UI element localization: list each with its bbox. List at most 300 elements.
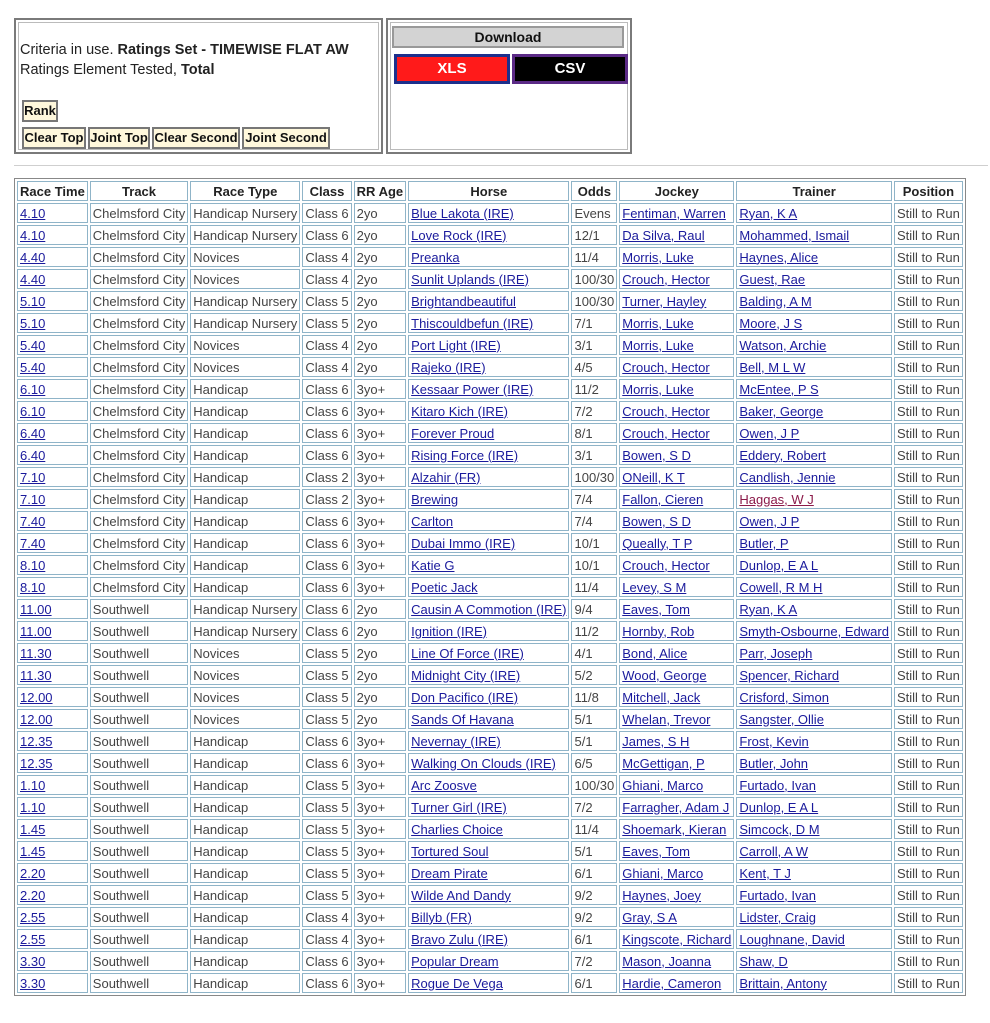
trainer-link[interactable]: Haynes, Alice <box>739 249 819 265</box>
race-time-link[interactable]: 2.55 <box>20 909 46 925</box>
cell-odds: 12/1 <box>571 225 617 245</box>
cell-horse <box>408 555 569 575</box>
trainer-link[interactable]: Guest, Rae <box>739 271 806 287</box>
trainer-link[interactable]: Baker, George <box>739 403 824 419</box>
horse-link[interactable]: Causin A Commotion (IRE) <box>411 601 567 617</box>
cell-odds: 3/1 <box>571 335 617 355</box>
trainer-link[interactable]: Owen, J P <box>739 425 800 441</box>
horse-link[interactable]: Love Rock (IRE) <box>411 227 507 243</box>
trainer-link[interactable]: McEntee, P S <box>739 381 819 397</box>
horse-link[interactable]: Kitaro Kich (IRE) <box>411 403 508 419</box>
cell-class: Class 5 <box>302 709 351 729</box>
race-time-link[interactable]: 3.30 <box>20 953 46 969</box>
jockey-link[interactable]: Fentiman, Warren <box>622 205 726 221</box>
trainer-link[interactable]: Kent, T J <box>739 865 791 881</box>
cell-rr-age: 3yo+ <box>354 753 406 773</box>
race-time-link[interactable]: 4.40 <box>20 271 46 287</box>
cell-race-type: Handicap Nursery <box>190 621 300 641</box>
cell-track: Southwell <box>90 665 188 685</box>
cell-horse <box>408 797 569 817</box>
clear-second-button[interactable]: Clear Second <box>152 127 240 149</box>
cell-track: Chelmsford City <box>90 247 188 267</box>
trainer-link[interactable]: Smyth-Osbourne, Edward <box>739 623 889 639</box>
jockey-link[interactable]: James, S H <box>622 733 690 749</box>
horse-link[interactable]: Midnight City (IRE) <box>411 667 521 683</box>
race-time-link[interactable]: 7.40 <box>20 535 46 551</box>
race-time-link[interactable]: 7.10 <box>20 469 46 485</box>
cell-odds: 9/2 <box>571 885 617 905</box>
race-time-link[interactable]: 1.45 <box>20 843 46 859</box>
cell-race-time <box>17 401 88 421</box>
cell-horse <box>408 709 569 729</box>
horse-link[interactable]: Billyb (FR) <box>411 909 472 925</box>
race-time-link[interactable]: 8.10 <box>20 579 46 595</box>
cell-rr-age: 3yo+ <box>354 929 406 949</box>
cell-odds: 11/4 <box>571 577 617 597</box>
cell-trainer <box>736 555 892 575</box>
cell-position: Still to Run <box>894 225 963 245</box>
jockey-link[interactable]: Morris, Luke <box>622 381 694 397</box>
cell-position: Still to Run <box>894 555 963 575</box>
trainer-link[interactable]: Owen, J P <box>739 513 800 529</box>
cell-race-type: Handicap <box>190 885 300 905</box>
cell-position: Still to Run <box>894 819 963 839</box>
race-time-link[interactable]: 12.35 <box>20 755 53 771</box>
jockey-link[interactable]: Crouch, Hector <box>622 557 710 573</box>
race-time-link[interactable]: 2.55 <box>20 931 46 947</box>
cell-race-type: Novices <box>190 687 300 707</box>
cell-track: Chelmsford City <box>90 533 188 553</box>
cell-rr-age: 3yo+ <box>354 951 406 971</box>
horse-link[interactable]: Kessaar Power (IRE) <box>411 381 534 397</box>
table-row <box>17 929 963 949</box>
cell-position: Still to Run <box>894 291 963 311</box>
trainer-link[interactable]: Dunlop, E A L <box>739 799 819 815</box>
cell-class: Class 5 <box>302 687 351 707</box>
cell-race-time <box>17 423 88 443</box>
horse-link[interactable]: Port Light (IRE) <box>411 337 501 353</box>
cell-track: Chelmsford City <box>90 335 188 355</box>
race-time-link[interactable]: 5.40 <box>20 337 46 353</box>
download-csv-button[interactable]: CSV <box>512 54 628 84</box>
rank-button[interactable]: Rank <box>22 100 58 122</box>
cell-position: Still to Run <box>894 203 963 223</box>
cell-race-time <box>17 929 88 949</box>
horse-link[interactable]: Rising Force (IRE) <box>411 447 519 463</box>
jockey-link[interactable]: Hornby, Rob <box>622 623 695 639</box>
horse-link[interactable]: Ignition (IRE) <box>411 623 488 639</box>
cell-race-type: Handicap <box>190 445 300 465</box>
cell-class: Class 6 <box>302 577 351 597</box>
trainer-link[interactable]: Mohammed, Ismail <box>739 227 850 243</box>
cell-rr-age: 3yo+ <box>354 731 406 751</box>
trainer-link[interactable]: Butler, John <box>739 755 809 771</box>
cell-track: Chelmsford City <box>90 357 188 377</box>
cell-position: Still to Run <box>894 335 963 355</box>
table-row <box>17 731 963 751</box>
jockey-link[interactable]: Eaves, Tom <box>622 601 690 617</box>
cell-class: Class 6 <box>302 379 351 399</box>
jockey-link[interactable]: Ghiani, Marco <box>622 777 704 793</box>
trainer-link[interactable]: Spencer, Richard <box>739 667 840 683</box>
race-time-link[interactable]: 5.40 <box>20 359 46 375</box>
race-time-link[interactable]: 6.10 <box>20 381 46 397</box>
cell-race-type: Novices <box>190 269 300 289</box>
trainer-link[interactable]: Dunlop, E A L <box>739 557 819 573</box>
horse-link[interactable]: Sands Of Havana <box>411 711 514 727</box>
cell-rr-age: 3yo+ <box>354 489 406 509</box>
download-title: Download <box>392 26 624 48</box>
cell-jockey <box>619 247 734 267</box>
race-time-link[interactable]: 1.10 <box>20 799 46 815</box>
trainer-link[interactable]: Lidster, Craig <box>739 909 816 925</box>
cell-class: Class 4 <box>302 929 351 949</box>
results-table <box>14 178 966 996</box>
cell-position: Still to Run <box>894 907 963 927</box>
cell-trainer <box>736 467 892 487</box>
trainer-link[interactable]: Ryan, K A <box>739 205 798 221</box>
table-row <box>17 445 963 465</box>
cell-class: Class 5 <box>302 313 351 333</box>
jockey-link[interactable]: Queally, T P <box>622 535 693 551</box>
cell-rr-age: 3yo+ <box>354 819 406 839</box>
cell-horse <box>408 379 569 399</box>
horse-link[interactable]: Blue Lakota (IRE) <box>411 205 514 221</box>
cell-jockey <box>619 885 734 905</box>
trainer-link[interactable]: Eddery, Robert <box>739 447 826 463</box>
horse-link[interactable]: Rogue De Vega <box>411 975 503 991</box>
joint-top-button[interactable]: Joint Top <box>88 127 150 149</box>
race-time-link[interactable]: 12.35 <box>20 733 53 749</box>
jockey-link[interactable]: Fallon, Cieren <box>622 491 704 507</box>
cell-track: Chelmsford City <box>90 313 188 333</box>
cell-jockey <box>619 269 734 289</box>
jockey-link[interactable]: Haynes, Joey <box>622 887 702 903</box>
horse-link[interactable]: Carlton <box>411 513 454 529</box>
table-row <box>17 357 963 377</box>
cell-race-time <box>17 731 88 751</box>
race-time-link[interactable]: 2.20 <box>20 865 46 881</box>
cell-jockey <box>619 907 734 927</box>
horse-link[interactable]: Rajeko (IRE) <box>411 359 486 375</box>
trainer-link[interactable]: Ryan, K A <box>739 601 798 617</box>
race-time-link[interactable]: 12.00 <box>20 711 53 727</box>
race-time-link[interactable]: 7.40 <box>20 513 46 529</box>
cell-class: Class 4 <box>302 907 351 927</box>
cell-horse <box>408 225 569 245</box>
cell-rr-age: 3yo+ <box>354 445 406 465</box>
cell-position: Still to Run <box>894 973 963 993</box>
jockey-link[interactable]: Da Silva, Raul <box>622 227 705 243</box>
horse-link[interactable]: Line Of Force (IRE) <box>411 645 524 661</box>
trainer-link[interactable]: Butler, P <box>739 535 789 551</box>
table-row <box>17 555 963 575</box>
race-time-link[interactable]: 6.40 <box>20 425 46 441</box>
cell-jockey <box>619 511 734 531</box>
cell-odds: 7/1 <box>571 313 617 333</box>
cell-class: Class 6 <box>302 445 351 465</box>
table-row <box>17 797 963 817</box>
cell-race-time <box>17 225 88 245</box>
cell-odds: 3/1 <box>571 445 617 465</box>
jockey-link[interactable]: ONeill, K T <box>622 469 685 485</box>
jockey-link[interactable]: Crouch, Hector <box>622 425 710 441</box>
cell-track: Southwell <box>90 753 188 773</box>
trainer-link[interactable]: Crisford, Simon <box>739 689 829 705</box>
cell-race-type: Handicap Nursery <box>190 291 300 311</box>
horse-link[interactable]: Alzahir (FR) <box>411 469 481 485</box>
cell-trainer <box>736 885 892 905</box>
cell-trainer <box>736 357 892 377</box>
cell-rr-age: 2yo <box>354 203 406 223</box>
cell-odds: 7/2 <box>571 401 617 421</box>
cell-horse <box>408 445 569 465</box>
horse-link[interactable]: Dream Pirate <box>411 865 488 881</box>
race-time-link[interactable]: 1.10 <box>20 777 46 793</box>
cell-position: Still to Run <box>894 423 963 443</box>
jockey-link[interactable]: Wood, George <box>622 667 707 683</box>
race-time-link[interactable]: 4.40 <box>20 249 46 265</box>
cell-race-type: Handicap <box>190 753 300 773</box>
cell-jockey <box>619 401 734 421</box>
table-row <box>17 511 963 531</box>
race-time-link[interactable]: 6.10 <box>20 403 46 419</box>
jockey-link[interactable]: Bowen, S D <box>622 513 691 529</box>
jockey-link[interactable]: Whelan, Trevor <box>622 711 711 727</box>
cell-track: Chelmsford City <box>90 555 188 575</box>
horse-link[interactable]: Preanka <box>411 249 460 265</box>
horse-link[interactable]: Poetic Jack <box>411 579 478 595</box>
trainer-link[interactable]: Loughnane, David <box>739 931 845 947</box>
cell-trainer <box>736 841 892 861</box>
cell-trainer <box>736 533 892 553</box>
horse-link[interactable]: Katie G <box>411 557 455 573</box>
race-time-link[interactable]: 11.30 <box>20 645 52 661</box>
cell-odds: 11/4 <box>571 819 617 839</box>
jockey-link[interactable]: Levey, S M <box>622 579 687 595</box>
trainer-link[interactable]: Sangster, Ollie <box>739 711 824 727</box>
cell-race-type: Handicap <box>190 951 300 971</box>
cell-trainer <box>736 511 892 531</box>
race-time-link[interactable]: 7.10 <box>20 491 46 507</box>
cell-jockey <box>619 599 734 619</box>
cell-horse <box>408 841 569 861</box>
trainer-link[interactable]: Shaw, D <box>739 953 788 969</box>
cell-position: Still to Run <box>894 533 963 553</box>
race-time-link[interactable]: 5.10 <box>20 293 46 309</box>
jockey-link[interactable]: Kingscote, Richard <box>622 931 732 947</box>
trainer-link[interactable]: Parr, Joseph <box>739 645 813 661</box>
cell-race-time <box>17 687 88 707</box>
cell-jockey <box>619 753 734 773</box>
horse-link[interactable]: Charlies Choice <box>411 821 503 837</box>
trainer-link[interactable]: Bell, M L W <box>739 359 806 375</box>
cell-race-type: Handicap <box>190 423 300 443</box>
cell-rr-age: 3yo+ <box>354 907 406 927</box>
horse-link[interactable]: Sunlit Uplands (IRE) <box>411 271 529 287</box>
horse-link[interactable]: Turner Girl (IRE) <box>411 799 507 815</box>
trainer-link[interactable]: Furtado, Ivan <box>739 887 816 903</box>
cell-track: Southwell <box>90 643 188 663</box>
cell-race-time <box>17 555 88 575</box>
cell-race-time <box>17 357 88 377</box>
cell-rr-age: 3yo+ <box>354 555 406 575</box>
horse-link[interactable]: Bravo Zulu (IRE) <box>411 931 508 947</box>
cell-race-time <box>17 269 88 289</box>
jockey-link[interactable]: Morris, Luke <box>622 315 694 331</box>
cell-jockey <box>619 687 734 707</box>
horse-link[interactable]: Tortured Soul <box>411 843 489 859</box>
table-row <box>17 335 963 355</box>
cell-horse <box>408 335 569 355</box>
cell-jockey <box>619 643 734 663</box>
cell-odds: 7/4 <box>571 489 617 509</box>
race-time-link[interactable]: 11.00 <box>20 601 52 617</box>
cell-class: Class 5 <box>302 665 351 685</box>
jockey-link[interactable]: Turner, Hayley <box>622 293 707 309</box>
horse-link[interactable]: Thiscouldbefun (IRE) <box>411 315 534 331</box>
cell-track: Chelmsford City <box>90 489 188 509</box>
jockey-link[interactable]: Farragher, Adam J <box>622 799 730 815</box>
cell-jockey <box>619 357 734 377</box>
horse-link[interactable]: Forever Proud <box>411 425 495 441</box>
horse-link[interactable]: Dubai Immo (IRE) <box>411 535 516 551</box>
cell-rr-age: 3yo+ <box>354 401 406 421</box>
cell-horse <box>408 533 569 553</box>
trainer-link[interactable]: Simcock, D M <box>739 821 820 837</box>
horse-link[interactable]: Brightandbeautiful <box>411 293 516 309</box>
table-row <box>17 467 963 487</box>
cell-jockey <box>619 577 734 597</box>
cell-jockey <box>619 731 734 751</box>
trainer-link[interactable]: Balding, A M <box>739 293 812 309</box>
jockey-link[interactable]: Crouch, Hector <box>622 271 710 287</box>
cell-odds: 5/1 <box>571 841 617 861</box>
jockey-link[interactable]: Morris, Luke <box>622 337 694 353</box>
horse-link[interactable]: Popular Dream <box>411 953 499 969</box>
cell-trainer <box>736 379 892 399</box>
cell-class: Class 4 <box>302 269 351 289</box>
cell-odds: 8/1 <box>571 423 617 443</box>
jockey-link[interactable]: Hardie, Cameron <box>622 975 722 991</box>
race-time-link[interactable]: 8.10 <box>20 557 46 573</box>
cell-trainer <box>736 203 892 223</box>
cell-track: Chelmsford City <box>90 269 188 289</box>
cell-race-type: Handicap <box>190 907 300 927</box>
table-row <box>17 577 963 597</box>
cell-odds: 10/1 <box>571 533 617 553</box>
cell-race-time <box>17 467 88 487</box>
cell-trainer <box>736 907 892 927</box>
cell-track: Southwell <box>90 863 188 883</box>
race-time-link[interactable]: 12.00 <box>20 689 53 705</box>
race-time-link[interactable]: 5.10 <box>20 315 46 331</box>
race-time-link[interactable]: 4.10 <box>20 205 46 221</box>
cell-position: Still to Run <box>894 489 963 509</box>
race-time-link[interactable]: 11.00 <box>20 623 52 639</box>
header-horse: Horse <box>408 181 569 201</box>
jockey-link[interactable]: Shoemark, Kieran <box>622 821 727 837</box>
cell-race-type: Handicap <box>190 929 300 949</box>
horse-link[interactable]: Walking On Clouds (IRE) <box>411 755 556 771</box>
cell-horse <box>408 401 569 421</box>
cell-position: Still to Run <box>894 951 963 971</box>
joint-second-button[interactable]: Joint Second <box>242 127 330 149</box>
race-time-link[interactable]: 6.40 <box>20 447 46 463</box>
trainer-link[interactable]: Haggas, W J <box>739 491 814 507</box>
cell-jockey <box>619 863 734 883</box>
cell-class: Class 6 <box>302 973 351 993</box>
trainer-link[interactable]: Cowell, R M H <box>739 579 823 595</box>
cell-class: Class 6 <box>302 753 351 773</box>
race-time-link[interactable]: 11.30 <box>20 667 52 683</box>
trainer-link[interactable]: Furtado, Ivan <box>739 777 816 793</box>
race-time-link[interactable]: 2.20 <box>20 887 46 903</box>
jockey-link[interactable]: Morris, Luke <box>622 249 694 265</box>
cell-track: Chelmsford City <box>90 423 188 443</box>
header-race-type: Race Type <box>190 181 300 201</box>
cell-trainer <box>736 687 892 707</box>
jockey-link[interactable]: Mitchell, Jack <box>622 689 701 705</box>
cell-trainer <box>736 247 892 267</box>
jockey-link[interactable]: Bond, Alice <box>622 645 688 661</box>
jockey-link[interactable]: Bowen, S D <box>622 447 691 463</box>
cell-track: Chelmsford City <box>90 291 188 311</box>
race-time-link[interactable]: 3.30 <box>20 975 46 991</box>
jockey-link[interactable]: Ghiani, Marco <box>622 865 704 881</box>
clear-top-button[interactable]: Clear Top <box>22 127 86 149</box>
cell-race-time <box>17 445 88 465</box>
race-time-link[interactable]: 4.10 <box>20 227 46 243</box>
jockey-link[interactable]: McGettigan, P <box>622 755 705 771</box>
jockey-link[interactable]: Crouch, Hector <box>622 359 710 375</box>
race-time-link[interactable]: 1.45 <box>20 821 46 837</box>
trainer-link[interactable]: Frost, Kevin <box>739 733 809 749</box>
jockey-link[interactable]: Mason, Joanna <box>622 953 712 969</box>
horse-link[interactable]: Wilde And Dandy <box>411 887 511 903</box>
cell-trainer <box>736 863 892 883</box>
jockey-link[interactable]: Crouch, Hector <box>622 403 710 419</box>
trainer-link[interactable]: Candlish, Jennie <box>739 469 836 485</box>
trainer-link[interactable]: Carroll, A W <box>739 843 808 859</box>
cell-race-time <box>17 511 88 531</box>
cell-race-type: Handicap <box>190 467 300 487</box>
cell-race-type: Handicap <box>190 731 300 751</box>
cell-trainer <box>736 445 892 465</box>
cell-horse <box>408 203 569 223</box>
cell-position: Still to Run <box>894 775 963 795</box>
trainer-link[interactable]: Watson, Archie <box>739 337 827 353</box>
horse-link[interactable]: Nevernay (IRE) <box>411 733 501 749</box>
horse-link[interactable]: Arc Zoosve <box>411 777 477 793</box>
cell-race-time <box>17 621 88 641</box>
jockey-link[interactable]: Gray, S A <box>622 909 677 925</box>
trainer-link[interactable]: Brittain, Antony <box>739 975 827 991</box>
horse-link[interactable]: Don Pacifico (IRE) <box>411 689 519 705</box>
trainer-link[interactable]: Moore, J S <box>739 315 803 331</box>
cell-odds: 100/30 <box>571 467 617 487</box>
cell-class: Class 6 <box>302 225 351 245</box>
cell-trainer <box>736 313 892 333</box>
jockey-link[interactable]: Eaves, Tom <box>622 843 690 859</box>
cell-class: Class 6 <box>302 555 351 575</box>
cell-trainer <box>736 401 892 421</box>
download-xls-button[interactable]: XLS <box>394 54 510 84</box>
cell-rr-age: 2yo <box>354 621 406 641</box>
cell-trainer <box>736 951 892 971</box>
horse-link[interactable]: Brewing <box>411 491 459 507</box>
table-row <box>17 621 963 641</box>
